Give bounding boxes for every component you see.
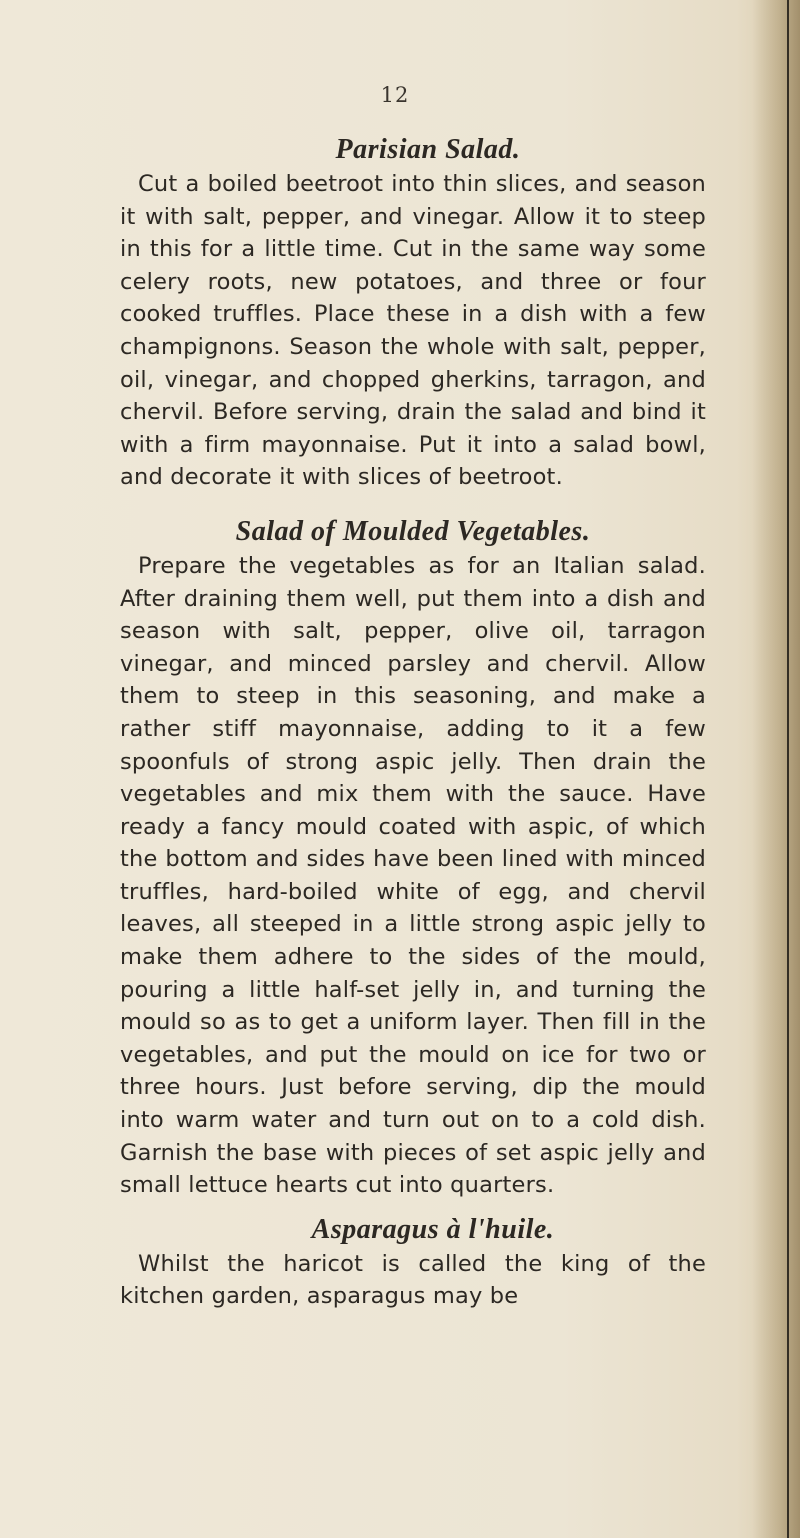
recipe-title-parisian-salad: Parisian Salad.	[335, 134, 521, 165]
page-edge-shadow	[752, 0, 800, 1538]
page-edge-line	[787, 0, 789, 1538]
recipe-title-moulded-vegetables: Salad of Moulded Vegetables.	[235, 515, 591, 547]
recipe-text-parisian-salad: Cut a boiled beetroot into thin slices, and season it with salt, pepper, and vinegar. Allow it to steep in this for a little time. Cut in the same way some celery roots, new potatoes, and three or four cooked truffles. Place these in a dish with a few champignons. Season the whole with salt, pepper, oil, vinegar, and chopped gherkins, tarragon, and chervil. Before serving, drain the salad and bind it with a firm mayonnaise. Put it into a salad bowl, and decorate it with slices of beetroot.	[120, 171, 706, 491]
recipe-text-moulded-vegetables: Prepare the vegetables as for an Italian salad. After draining them well, put them into a dish and season with salt, pepper, olive oil, tarragon vinegar, and minced parsley and chervil. Allow them to steep in this seasoning, and make a rather stiff mayonnaise, adding to it a few spoonfuls of strong aspic jelly. Then drain the vegetables and mix them with the sauce. Have ready a fancy mould coated with aspic, of which the bottom and sides have been lined with minced truffles, hard-boiled white of egg, and chervil leaves, all steeped in a little strong aspic jelly to make them adhere to the sides of the mould, pouring a little half-set jelly in, and turning the mould so as to get a uniform layer. Then fill in the vegetables, and put the mould on ice for two or three hours. Just before serving, dip the mould into warm water and turn out on to a cold dish. Garnish the base with pieces of set aspic jelly and small lettuce hearts cut into quarters.	[120, 552, 706, 1199]
recipe-text-asparagus: Whilst the haricot is called the king of the kitchen garden, asparagus may be	[120, 1250, 706, 1310]
recipe-title-asparagus: Asparagus à l'huile.	[311, 1213, 555, 1245]
page-number: 12	[380, 83, 410, 107]
page-content	[120, 132, 706, 1313]
